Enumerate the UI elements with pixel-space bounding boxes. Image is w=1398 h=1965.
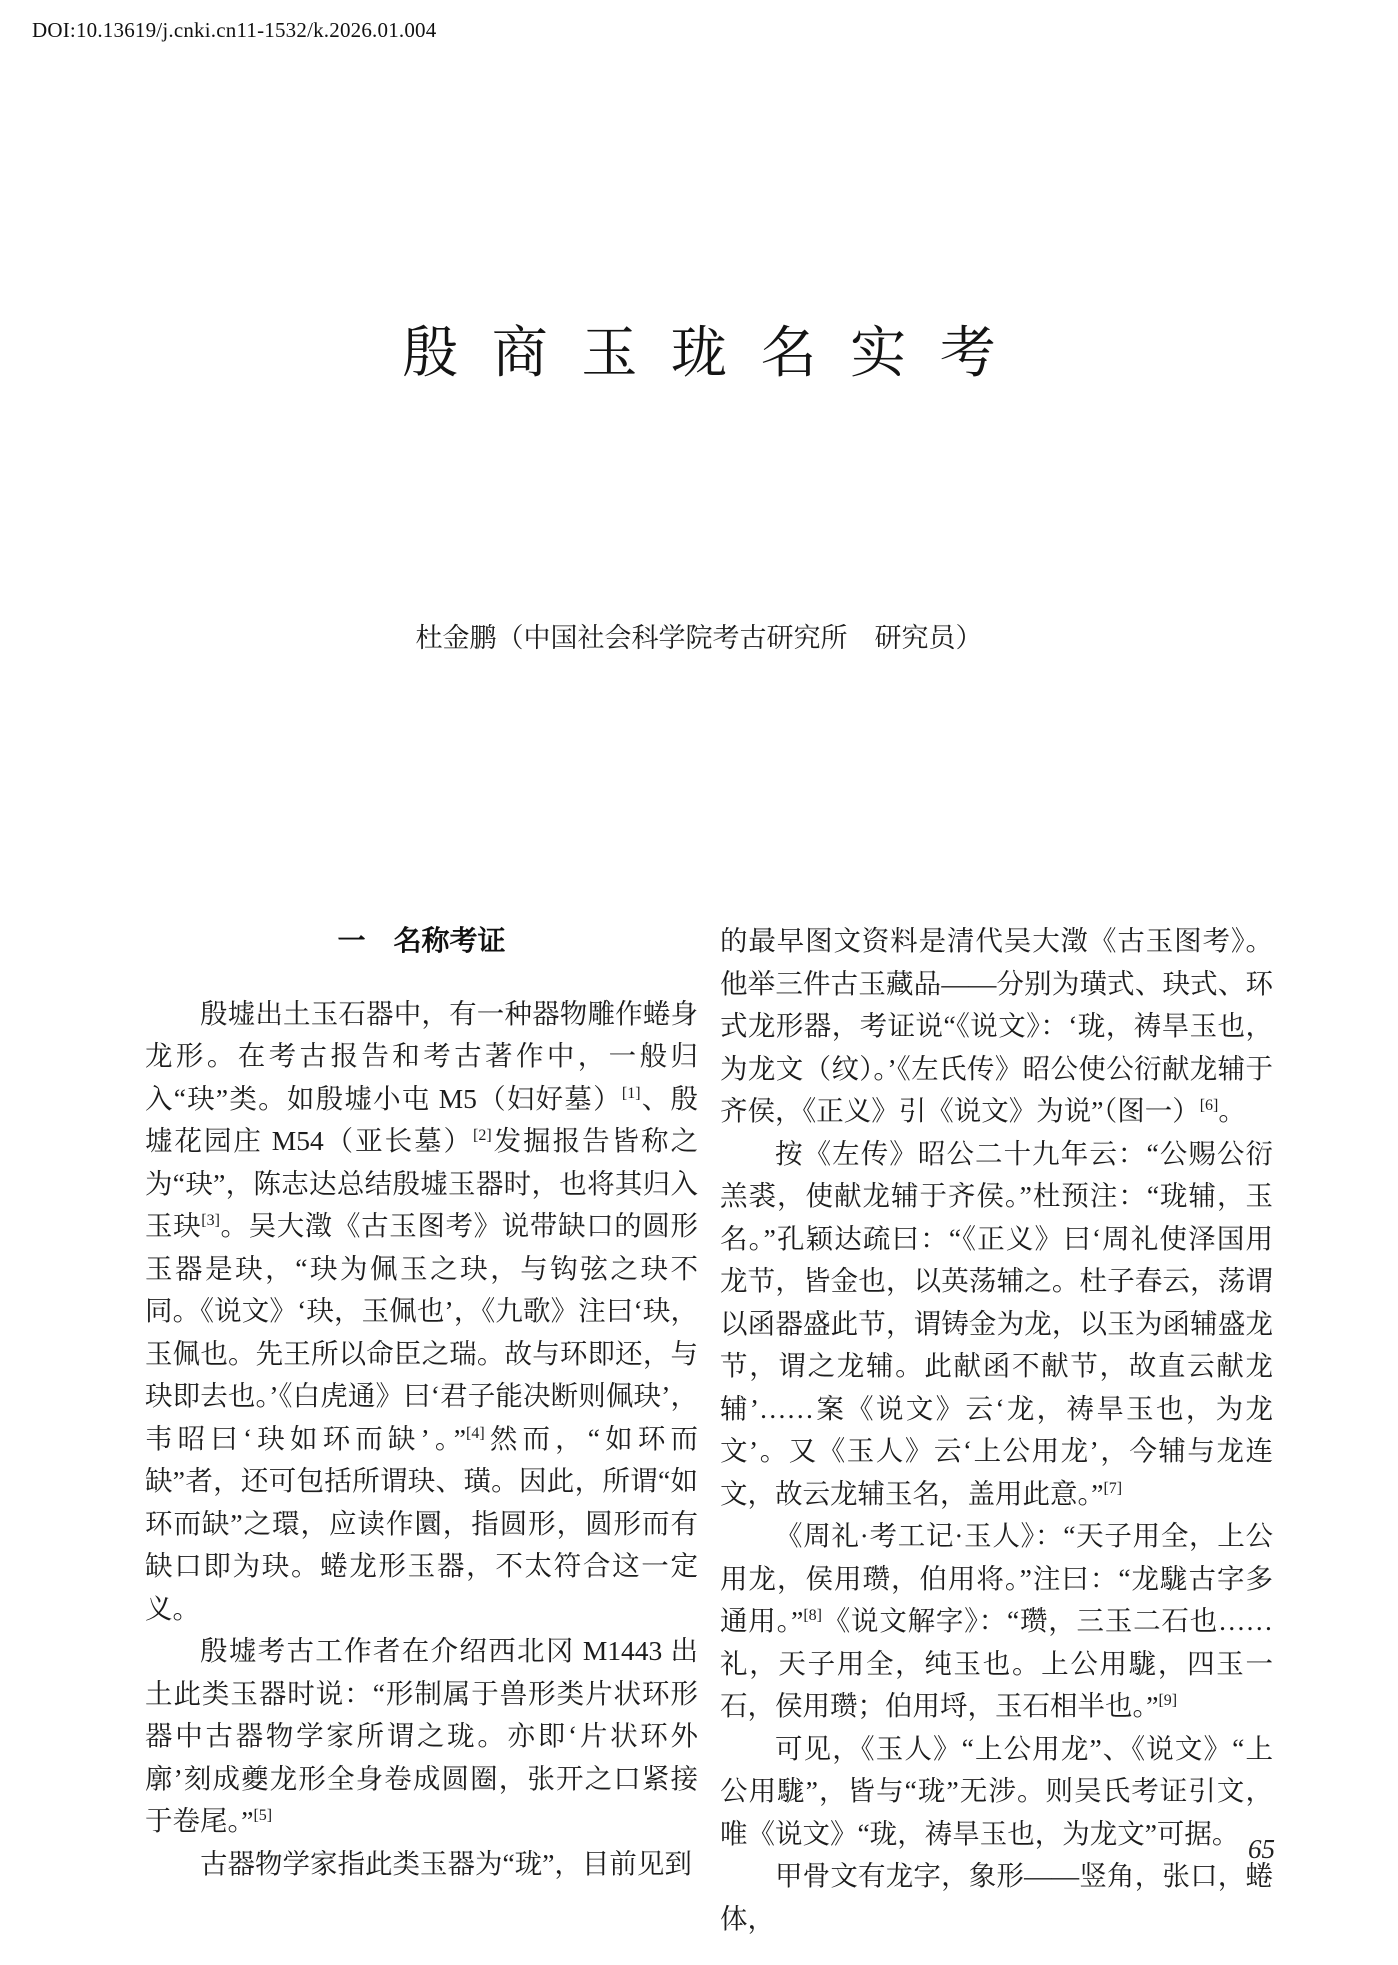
article-body bbox=[145, 920, 1273, 1940]
paragraph-left-2: 殷墟考古工作者在介绍西北冈 M1443 出土此类玉器时说：“形制属于兽形类片状环形器中古器物学家所谓之珑。亦即‘片状环外廓’刻成夔龙形全身卷成圆圈，张开之口紧接于卷尾。”[5] bbox=[145, 1635, 698, 1836]
paragraph-right-3: 《周礼·考工记·玉人》：“天子用全，上公用龙，侯用瓒，伯用将。”注曰：“龙駹古字多通用。”[8]《说文解字》：“瓒，三玉二石也……礼，天子用全，纯玉也。上公用駹，四玉一石，侯用瓒；伯用埒，玉石相半也。”[9] bbox=[720, 1520, 1273, 1721]
doi-line: DOI:10.13619/j.cnki.cn11-1532/k.2026.01.004 bbox=[32, 18, 437, 42]
paragraph-right-2: 按《左传》昭公二十九年云：“公赐公衍羔裘，使献龙辅于齐侯。”杜预注：“珑辅，玉名。”孔颖达疏曰：“《正义》曰‘周礼使泽国用龙节，皆金也，以英荡辅之。杜子春云，荡谓以函器盛此节，谓铸金为龙，以玉为函辅盛龙节，谓之龙辅。此献函不献节，故直云献龙辅’……案《说文》云‘龙，祷旱玉也，为龙文’。又《玉人》云‘上公用龙’，今辅与龙连文，故云龙辅玉名，盖用此意。”[7] bbox=[720, 1137, 1273, 1509]
page-number: 65 bbox=[1248, 1834, 1275, 1864]
paragraph-right-1: 的最早图文资料是清代吴大澂《古玉图考》。他举三件古玉藏品——分别为璜式、玦式、环式龙形器，考证说“《说文》：‘珑，祷旱玉也，为龙文（纹）。’《左氏传》昭公使公衍献龙辅于齐侯，《正义》引《说文》为说”（图一）[6]。 bbox=[720, 925, 1273, 1126]
author-line: 杜金鹏（中国社会科学院考古研究所 研究员） bbox=[415, 623, 983, 653]
section-heading: 一 名称考证 bbox=[337, 925, 506, 956]
article-title: 殷商玉珑名实考 bbox=[402, 322, 1030, 385]
left-column bbox=[145, 920, 698, 1940]
paragraph-right-5: 甲骨文有龙字，象形——竖角，张口，蜷体， bbox=[720, 1860, 1273, 1934]
paragraph-left-3: 古器物学家指此类玉器为“珑”，目前见到 bbox=[200, 1847, 692, 1879]
right-column bbox=[720, 920, 1273, 1940]
paragraph-left-1: 殷墟出土玉石器中，有一种器物雕作蜷身龙形。在考古报告和考古著作中，一般归入“玦”类。如殷墟小屯 M5（妇好墓）[1]、殷墟花园庄 M54（亚长墓）[2]发掘报告皆称之为“玦”，陈志达总结殷墟玉器时，也将其归入玉玦[3]。吴大澂《古玉图考》说带缺口的圆形玉器是玦，“玦为佩玉之玦，与钩弦之玦不同。《说文》‘玦，玉佩也’，《九歌》注曰‘玦，玉佩也。先王所以命臣之瑞。故与环即还，与玦即去也。’《白虎通》曰‘君子能决断则佩玦’，韦昭曰‘玦如环而缺’。”[4]然而，“如环而缺”者，还可包括所谓玦、璜。因此，所谓“如环而缺”之環，应读作圜，指圆形，圆形而有缺口即为玦。蜷龙形玉器，不太符合这一定义。 bbox=[145, 997, 699, 1624]
paragraph-right-4: 可见，《玉人》“上公用龙”、《说文》“上公用駹”，皆与“珑”无涉。则吴氏考证引文，唯《说文》“珑，祷旱玉也，为龙文”可据。 bbox=[720, 1732, 1273, 1849]
